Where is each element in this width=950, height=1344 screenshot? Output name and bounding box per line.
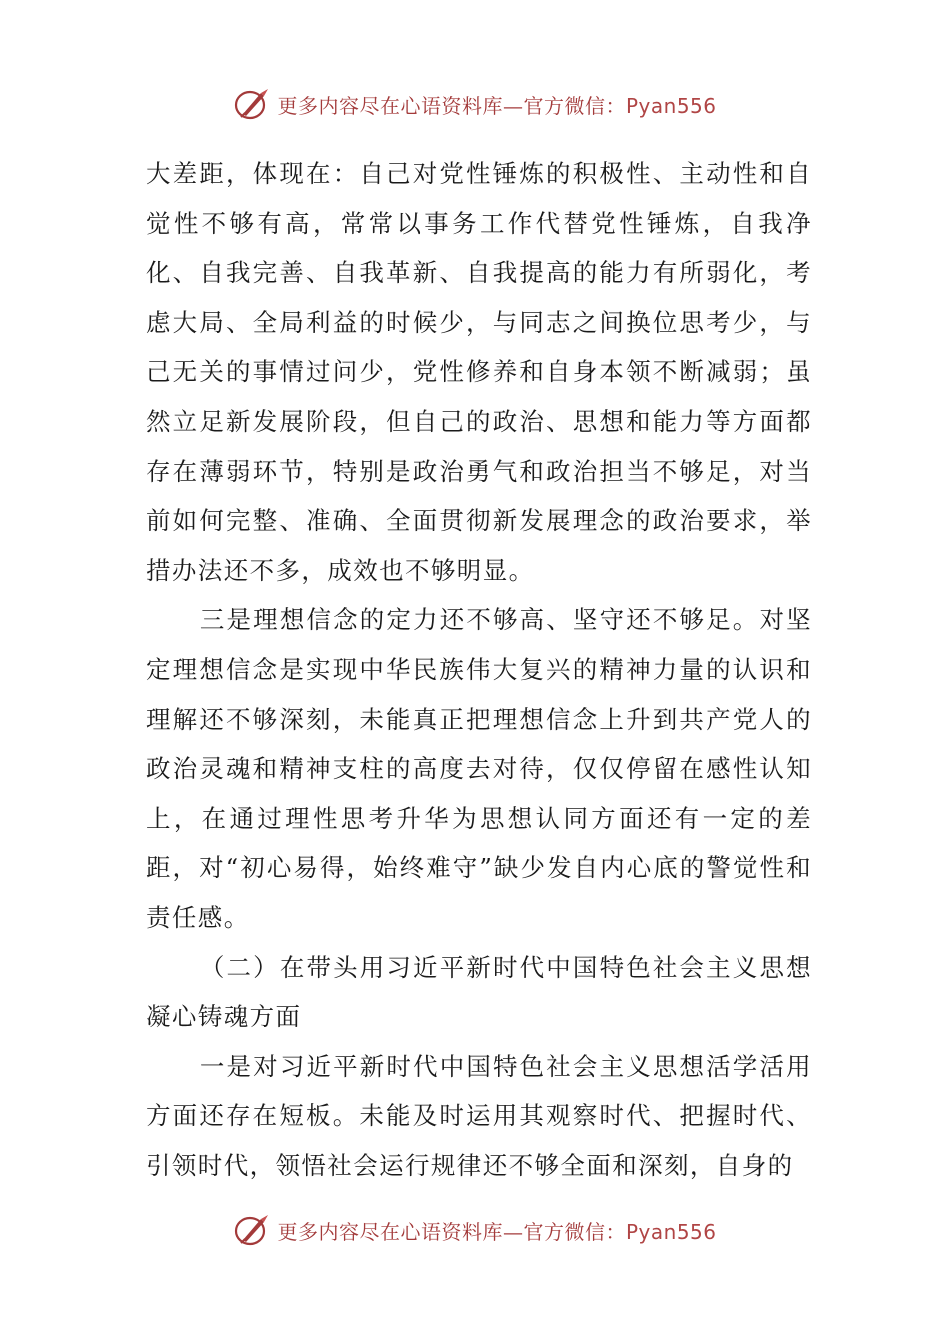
section-heading: （二）在带头用习近平新时代中国特色社会主义思想凝心铸魂方面 — [146, 952, 812, 1032]
footer-banner — [0, 1210, 950, 1250]
header-wechat-id: Pyan556 — [625, 93, 717, 118]
paragraph-3: 一是对习近平新时代中国特色社会主义思想活学活用方面还存在短板。未能及时运用其观察时代、把握时代、引领时代，领悟社会运行规律还不够全面和深刻，自身的 — [146, 1051, 812, 1180]
quill-pen-icon — [233, 87, 271, 121]
header-banner-text — [277, 90, 716, 119]
footer-wechat-id: Pyan556 — [625, 1219, 717, 1244]
header-banner — [0, 84, 950, 124]
quill-pen-icon — [233, 1213, 271, 1247]
paragraph-1: 大差距，体现在：自己对党性锤炼的积极性、主动性和自觉性不够有高，常常以事务工作代替党性锤炼，自我净化、自我完善、自我革新、自我提高的能力有所弱化，考虑大局、全局利益的时候少，与同志之间换位思考少，与己无关的事情过问少，党性修养和自身本领不断减弱；虽然立足新发展阶段，但自己的政治、思想和能力等方面都存在薄弱环节，特别是政治勇气和政治担当不够足，对当前如何完整、准确、全面贯彻新发展理念的政治要求，举措办法还不多，成效也不够明显。 — [146, 159, 812, 585]
footer-banner-label: 更多内容尽在心语资料库—官方微信： — [277, 1219, 626, 1244]
footer-banner-text — [277, 1216, 716, 1245]
paragraph-2: 三是理想信念的定力还不够高、坚守还不够足。对坚定理想信念是实现中华民族伟大复兴的精神力量的认识和理解还不够深刻，未能真正把理想信念上升到共产党人的政治灵魂和精神支柱的高度去对待，仅仅停留在感性认知上，在通过理性思考升华为思想认同方面还有一定的差距，对“初心易得，始终难守”缺少发自内心底的警觉性和责任感。 — [146, 605, 812, 932]
header-banner-label: 更多内容尽在心语资料库—官方微信： — [277, 93, 626, 118]
document-body — [146, 149, 812, 1190]
